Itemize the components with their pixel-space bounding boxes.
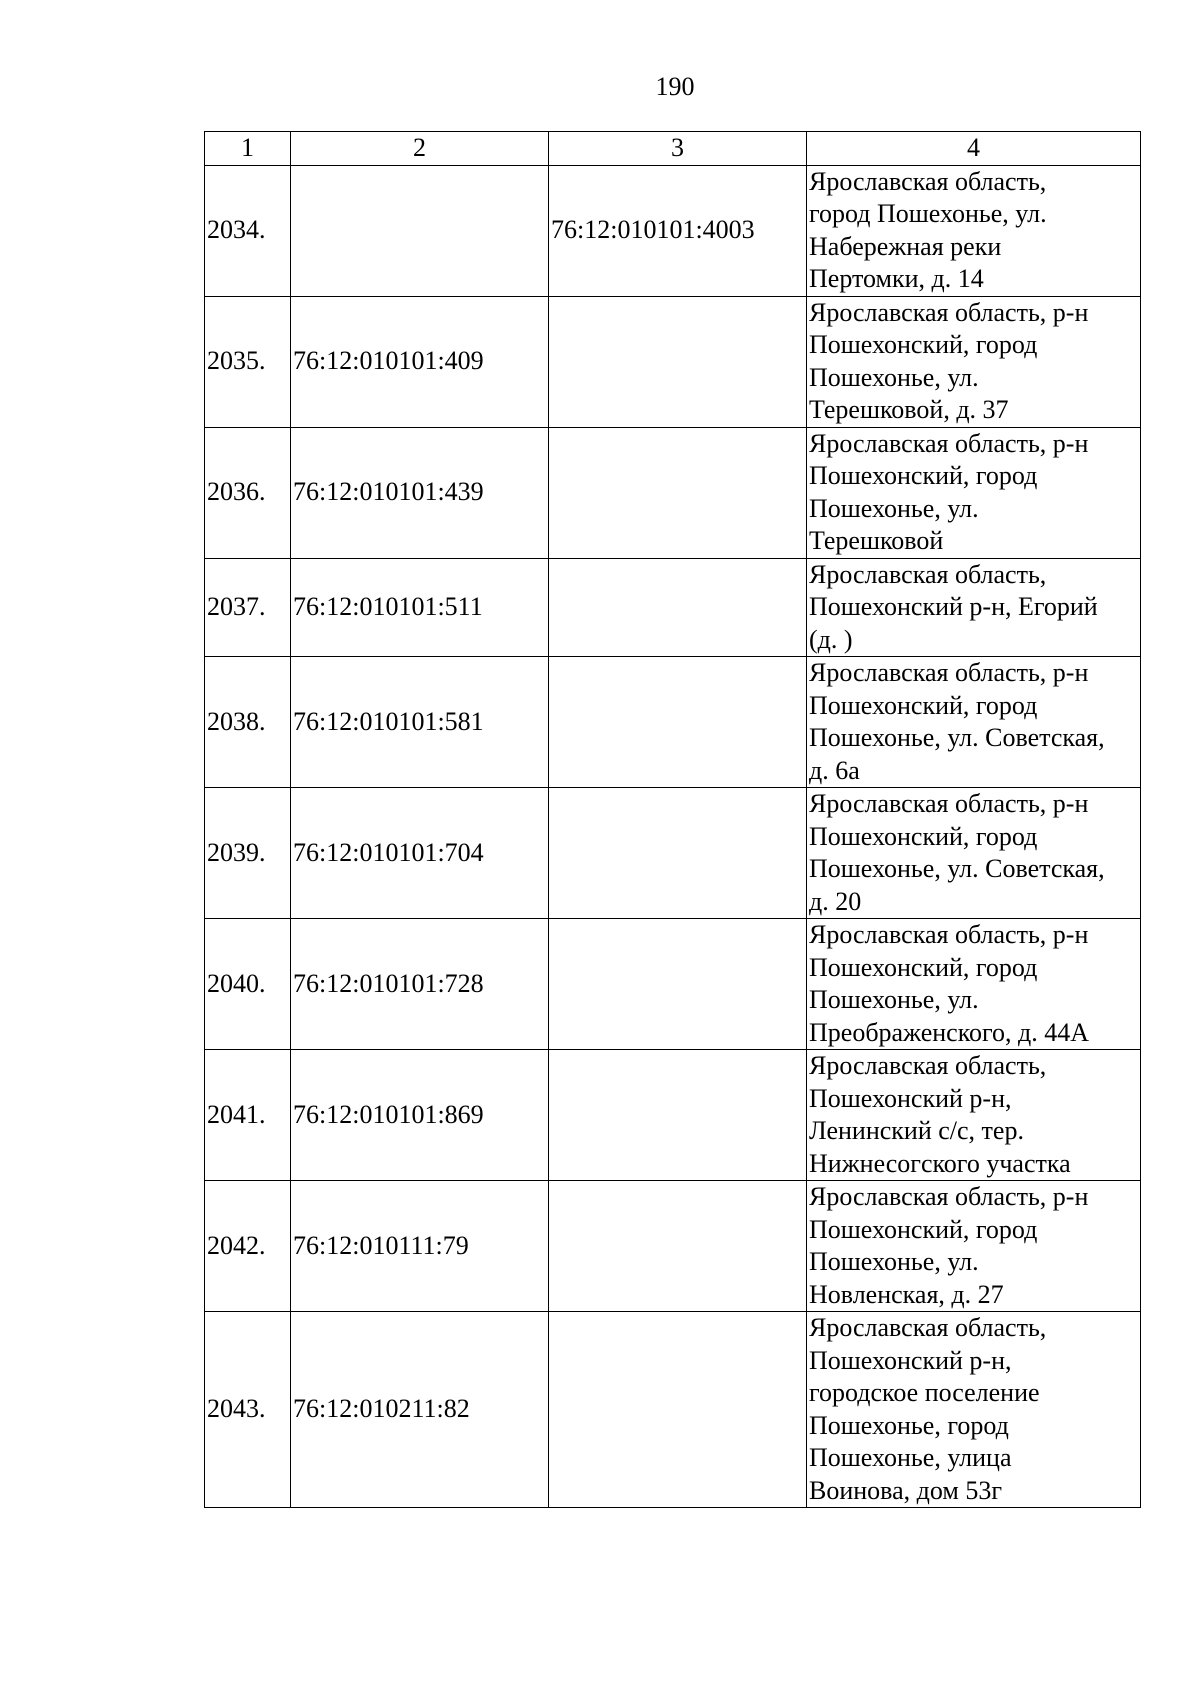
cadastral-number-cell: [549, 1312, 807, 1508]
column-header-1: 1: [205, 132, 291, 166]
address-cell: Ярославская область, р-н Пошехонский, город Пошехонье, ул. Терешковой: [807, 427, 1141, 558]
table-row: [205, 165, 1141, 296]
row-number-cell: 2035.: [205, 296, 291, 427]
address-cell: Ярославская область, р-н Пошехонский, город Пошехонье, ул. Советская, д. 20: [807, 788, 1141, 919]
table-row: [205, 1181, 1141, 1312]
cadastral-number-cell: 76:12:010101:869: [291, 1050, 549, 1181]
address-cell: Ярославская область, Пошехонский р-н, Егорий (д. ): [807, 558, 1141, 657]
cadastral-number-cell: [549, 657, 807, 788]
row-number-cell: 2039.: [205, 788, 291, 919]
row-number-cell: 2038.: [205, 657, 291, 788]
header-row: [205, 132, 1141, 166]
cadastral-number-cell: [549, 1050, 807, 1181]
table-row: [205, 296, 1141, 427]
address-cell: Ярославская область, р-н Пошехонский, город Пошехонье, ул. Преображенского, д. 44А: [807, 919, 1141, 1050]
cadastral-number-cell: 76:12:010101:439: [291, 427, 549, 558]
address-cell: Ярославская область, р-н Пошехонский, город Пошехонье, ул. Советская, д. 6а: [807, 657, 1141, 788]
page-number: 190: [655, 72, 695, 101]
address-cell: Ярославская область, р-н Пошехонский, город Пошехонье, ул. Терешковой, д. 37: [807, 296, 1141, 427]
cadastral-number-cell: 76:12:010101:728: [291, 919, 549, 1050]
column-header-4: 4: [807, 132, 1141, 166]
row-number-cell: 2037.: [205, 558, 291, 657]
cadastral-number-cell: [549, 788, 807, 919]
address-cell: Ярославская область, Пошехонский р-н, Ленинский с/с, тер. Нижнесогского участка: [807, 1050, 1141, 1181]
cadastral-number-cell: 76:12:010101:581: [291, 657, 549, 788]
table-row: [205, 919, 1141, 1050]
cadastral-number-cell: 76:12:010211:82: [291, 1312, 549, 1508]
cadastral-number-cell: [549, 427, 807, 558]
cadastral-number-cell: [549, 296, 807, 427]
cadastral-number-cell: [549, 558, 807, 657]
table-row: [205, 788, 1141, 919]
cadastral-number-cell: 76:12:010111:79: [291, 1181, 549, 1312]
row-number-cell: 2043.: [205, 1312, 291, 1508]
row-number-cell: 2036.: [205, 427, 291, 558]
address-cell: Ярославская область, Пошехонский р-н, городское поселение Пошехонье, город Пошехонье, улица Воинова, дом 53г: [807, 1312, 1141, 1508]
row-number-cell: 2040.: [205, 919, 291, 1050]
registry-table: [204, 131, 1141, 1508]
column-header-2: 2: [291, 132, 549, 166]
cadastral-number-cell: [291, 165, 549, 296]
table-row: [205, 1050, 1141, 1181]
table-row: [205, 427, 1141, 558]
cadastral-number-cell: 76:12:010101:511: [291, 558, 549, 657]
row-number-cell: 2034.: [205, 165, 291, 296]
cadastral-number-cell: 76:12:010101:704: [291, 788, 549, 919]
table-row: [205, 558, 1141, 657]
table-row: [205, 1312, 1141, 1508]
row-number-cell: 2042.: [205, 1181, 291, 1312]
cadastral-number-cell: 76:12:010101:409: [291, 296, 549, 427]
cadastral-number-cell: [549, 919, 807, 1050]
column-header-3: 3: [549, 132, 807, 166]
address-cell: Ярославская область, р-н Пошехонский, город Пошехонье, ул. Новленская, д. 27: [807, 1181, 1141, 1312]
cadastral-number-cell: 76:12:010101:4003: [549, 165, 807, 296]
table-row: [205, 657, 1141, 788]
row-number-cell: 2041.: [205, 1050, 291, 1181]
address-cell: Ярославская область, город Пошехонье, ул. Набережная реки Пертомки, д. 14: [807, 165, 1141, 296]
cadastral-number-cell: [549, 1181, 807, 1312]
